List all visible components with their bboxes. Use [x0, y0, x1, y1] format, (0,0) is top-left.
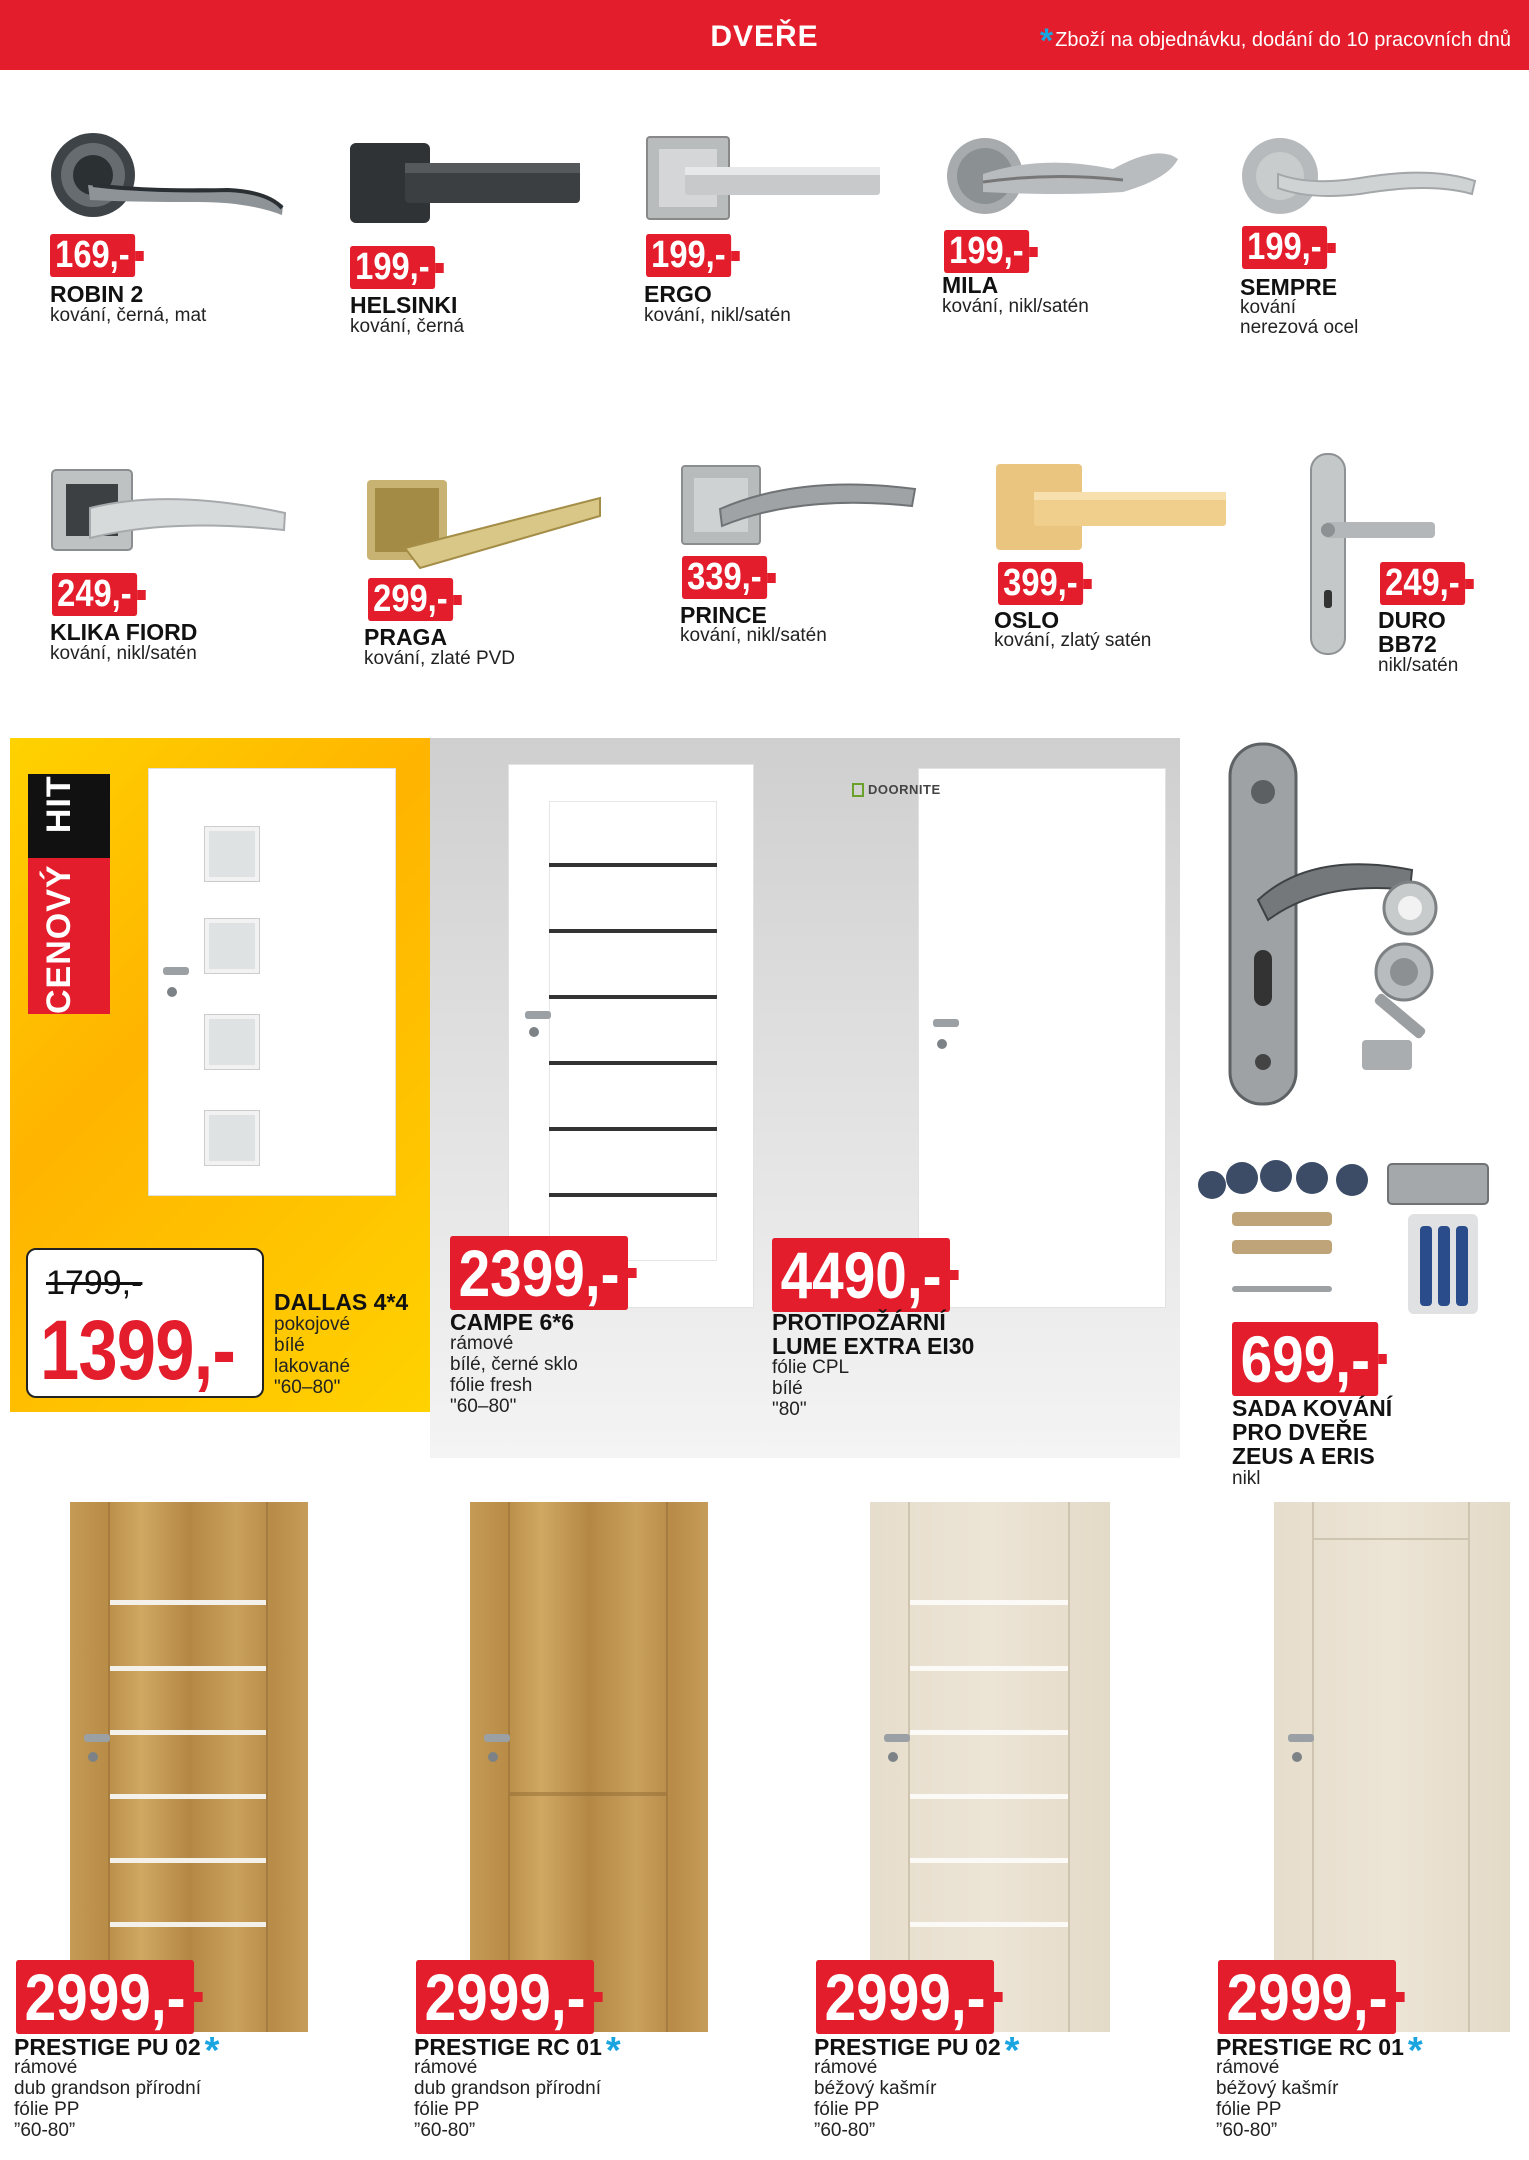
door-knob-icon: [163, 967, 189, 975]
product-name: BB72: [1378, 631, 1437, 657]
asterisk-icon: *: [1407, 2030, 1423, 2072]
product-desc: fólie PP: [814, 2099, 880, 2120]
lever-handle-matte-gold-icon: [994, 462, 1234, 562]
glass-strip: [110, 1730, 266, 1735]
page-header: [0, 0, 1529, 70]
product-name: SADA KOVÁNÍ: [1232, 1395, 1393, 1421]
price-tag: 4490,-: [772, 1238, 950, 1312]
product-desc: rámové: [414, 2057, 478, 2078]
order-note: [1040, 22, 1511, 61]
glass-strip: [549, 1127, 717, 1131]
product-name: ERGO: [644, 281, 712, 307]
door-stile: [508, 1502, 510, 2032]
product-desc: kování, zlatý satén: [994, 630, 1152, 651]
product-name-text: PRESTIGE PU 02: [14, 2034, 201, 2060]
door-knob-icon: [484, 1734, 510, 1742]
order-note-text: Zboží na objednávku, dodání do 10 pracovních dnů: [1055, 29, 1511, 51]
product-desc: ”60-80”: [414, 2120, 476, 2141]
door-stile: [1068, 1502, 1070, 2032]
price-tag: 249,-: [52, 573, 137, 616]
product-desc: bílé, černé sklo: [450, 1354, 578, 1375]
asterisk-icon: *: [605, 2030, 621, 2072]
product-desc: ”60-80”: [14, 2120, 76, 2141]
lever-handle-square-chrome-icon: [50, 468, 290, 568]
product-name: ROBIN 2: [50, 281, 144, 307]
new-price: 1399,-: [40, 1303, 236, 1397]
asterisk-icon: *: [1039, 22, 1054, 60]
door-knob-icon: [1288, 1734, 1314, 1742]
door-stile: [1468, 1502, 1470, 2032]
glass-strip: [110, 1858, 266, 1863]
door-stile: [108, 1502, 110, 2032]
page-title: DVEŘE: [710, 20, 819, 53]
glass-pane: [205, 1111, 259, 1165]
glass-strip: [910, 1794, 1068, 1799]
product-desc: bílé: [772, 1378, 803, 1399]
brand-text: DOORNITE: [868, 782, 941, 797]
price-tag: 199,-: [1242, 226, 1327, 269]
hit-banner-text: [40, 774, 100, 1014]
doornite-logo: [852, 782, 941, 797]
lever-handle-black-icon: [345, 138, 585, 238]
product-name: DURO: [1378, 607, 1446, 633]
banner-hit: HIT: [40, 775, 78, 834]
price-tag: 399,-: [998, 562, 1083, 605]
glass-strip: [549, 995, 717, 999]
door-lock-icon: [167, 987, 177, 997]
product-desc: rámové: [14, 2057, 78, 2078]
product-name: DALLAS 4*4: [274, 1289, 409, 1315]
product-desc: béžový kašmír: [814, 2078, 937, 2099]
product-name: PRINCE: [680, 602, 767, 628]
asterisk-icon: *: [1004, 2030, 1020, 2072]
price-tag: 699,-: [1232, 1322, 1379, 1396]
glass-strip: [910, 1858, 1068, 1863]
door-dallas-image: [148, 768, 396, 1196]
product-name: HELSINKI: [350, 292, 458, 318]
product-desc: bílé: [274, 1335, 305, 1356]
product-name: KLIKA FIORD: [50, 619, 198, 645]
price-tag: 2999,-: [1218, 1960, 1396, 2034]
lever-handle-steel-icon: [1240, 136, 1480, 226]
lever-handle-chrome-icon: [48, 130, 288, 230]
product-desc: fólie PP: [1216, 2099, 1282, 2120]
product-name: CAMPE 6*6: [450, 1309, 574, 1335]
door-prestige-rc01-wood-image: [470, 1502, 708, 2032]
product-name: SEMPRE: [1240, 274, 1338, 300]
product-desc: ”60-80”: [1216, 2120, 1278, 2141]
product-desc: fólie CPL: [772, 1357, 850, 1378]
product-desc: dub grandson přírodní: [414, 2078, 601, 2099]
price-tag: 2399,-: [450, 1236, 628, 1310]
product-name: PROTIPOŽÁRNÍ: [772, 1309, 946, 1335]
product-desc: rámové: [1216, 2057, 1280, 2078]
lever-handle-satin-icon: [645, 135, 885, 225]
door-knob-icon: [933, 1019, 959, 1027]
door-frame-panel: [549, 801, 717, 1261]
product-name: PRO DVEŘE: [1232, 1419, 1368, 1445]
glass-strip: [910, 1730, 1068, 1735]
product-desc: kování, černá, mat: [50, 305, 207, 326]
price-tag: 249,-: [1380, 562, 1465, 605]
product-name-text: PRESTIGE RC 01: [1216, 2034, 1404, 2060]
door-rail: [1314, 1538, 1468, 1540]
product-desc: kování, nikl/satén: [680, 625, 827, 646]
old-price: 1799,-: [46, 1264, 143, 1302]
product-desc: fólie fresh: [450, 1375, 533, 1396]
product-desc: nerezová ocel: [1240, 317, 1359, 338]
product-desc: "80": [772, 1399, 807, 1420]
glass-strip: [110, 1794, 266, 1799]
product-name-text: PRESTIGE PU 02: [814, 2034, 1001, 2060]
product-desc: rámové: [450, 1333, 514, 1354]
door-prestige-rc01-cashmere-image: [1274, 1502, 1510, 2032]
glass-strip: [549, 929, 717, 933]
product-desc: béžový kašmír: [1216, 2078, 1339, 2099]
product-desc: nikl: [1232, 1468, 1261, 1489]
price-tag: 199,-: [944, 230, 1029, 273]
product-name: ZEUS A ERIS: [1232, 1443, 1375, 1469]
glass-strip: [110, 1600, 266, 1605]
door-knob-icon: [884, 1734, 910, 1742]
product-desc: pokojové: [274, 1314, 351, 1335]
door-prestige-pu02-cashmere-image: [870, 1502, 1110, 2032]
product-desc: rámové: [814, 2057, 878, 2078]
price-tag: 2999,-: [16, 1960, 194, 2034]
door-lock-icon: [1292, 1752, 1302, 1762]
door-stile: [666, 1502, 668, 2032]
lever-handle-gold-icon: [365, 478, 605, 578]
product-desc: kování, černá: [350, 316, 465, 337]
glass-pane: [205, 827, 259, 881]
door-rail: [510, 1792, 666, 1796]
glass-strip: [910, 1922, 1068, 1927]
door-stile: [908, 1502, 910, 2032]
lever-handle-ornate-icon: [943, 134, 1183, 224]
hardware-kit-icon: [1192, 740, 1492, 1340]
price-tag: 2999,-: [816, 1960, 994, 2034]
door-lock-icon: [529, 1027, 539, 1037]
glass-strip: [910, 1666, 1068, 1671]
product-desc: dub grandson přírodní: [14, 2078, 201, 2099]
door-lock-icon: [937, 1039, 947, 1049]
glass-strip: [549, 1193, 717, 1197]
door-knob-icon: [84, 1734, 110, 1742]
glass-strip: [910, 1600, 1068, 1605]
lever-handle-curved-icon: [680, 464, 920, 554]
door-lock-icon: [888, 1752, 898, 1762]
product-desc: kování, zlaté PVD: [364, 648, 516, 669]
product-desc: kování: [1240, 297, 1296, 318]
door-prestige-pu02-wood-image: [70, 1502, 308, 2032]
price-tag: 199,-: [350, 246, 435, 289]
product-desc: nikl/satén: [1378, 655, 1459, 676]
glass-pane: [205, 919, 259, 973]
product-desc: fólie PP: [414, 2099, 480, 2120]
glass-strip: [549, 863, 717, 867]
price-tag: 299,-: [368, 578, 453, 621]
product-desc: kování, nikl/satén: [50, 643, 197, 664]
door-lume-image: [918, 768, 1166, 1308]
product-name: PRAGA: [364, 624, 448, 650]
price-tag: 199,-: [646, 234, 731, 277]
banner-cenovy: CENOVÝ: [40, 864, 78, 1014]
cenovy-hit-banner: [28, 774, 110, 1014]
product-name-text: PRESTIGE RC 01: [414, 2034, 602, 2060]
product-desc: kování, nikl/satén: [942, 296, 1089, 317]
asterisk-icon: *: [204, 2030, 220, 2072]
product-name: LUME EXTRA EI30: [772, 1333, 975, 1359]
glass-pane: [205, 1015, 259, 1069]
glass-strip: [110, 1666, 266, 1671]
door-stile: [1312, 1502, 1314, 2032]
glass-strip: [549, 1061, 717, 1065]
product-desc: ”60-80”: [814, 2120, 876, 2141]
dallas-price-box: [26, 1248, 264, 1398]
glass-strip: [110, 1922, 266, 1927]
product-name: OSLO: [994, 607, 1060, 633]
door-lock-icon: [88, 1752, 98, 1762]
price-tag: 2999,-: [416, 1960, 594, 2034]
product-desc: kování, nikl/satén: [644, 305, 791, 326]
product-desc: lakované: [274, 1356, 351, 1377]
door-lock-icon: [488, 1752, 498, 1762]
door-campe-image: [508, 764, 754, 1308]
door-knob-icon: [525, 1011, 551, 1019]
product-desc: "60–80": [274, 1377, 341, 1398]
price-tag: 339,-: [682, 556, 767, 599]
door-stile: [266, 1502, 268, 2032]
product-desc: "60–80": [450, 1396, 517, 1417]
product-name: MILA: [942, 272, 999, 298]
product-desc: fólie PP: [14, 2099, 80, 2120]
doornite-logo-icon: [852, 783, 864, 797]
price-tag: 169,-: [50, 234, 135, 277]
